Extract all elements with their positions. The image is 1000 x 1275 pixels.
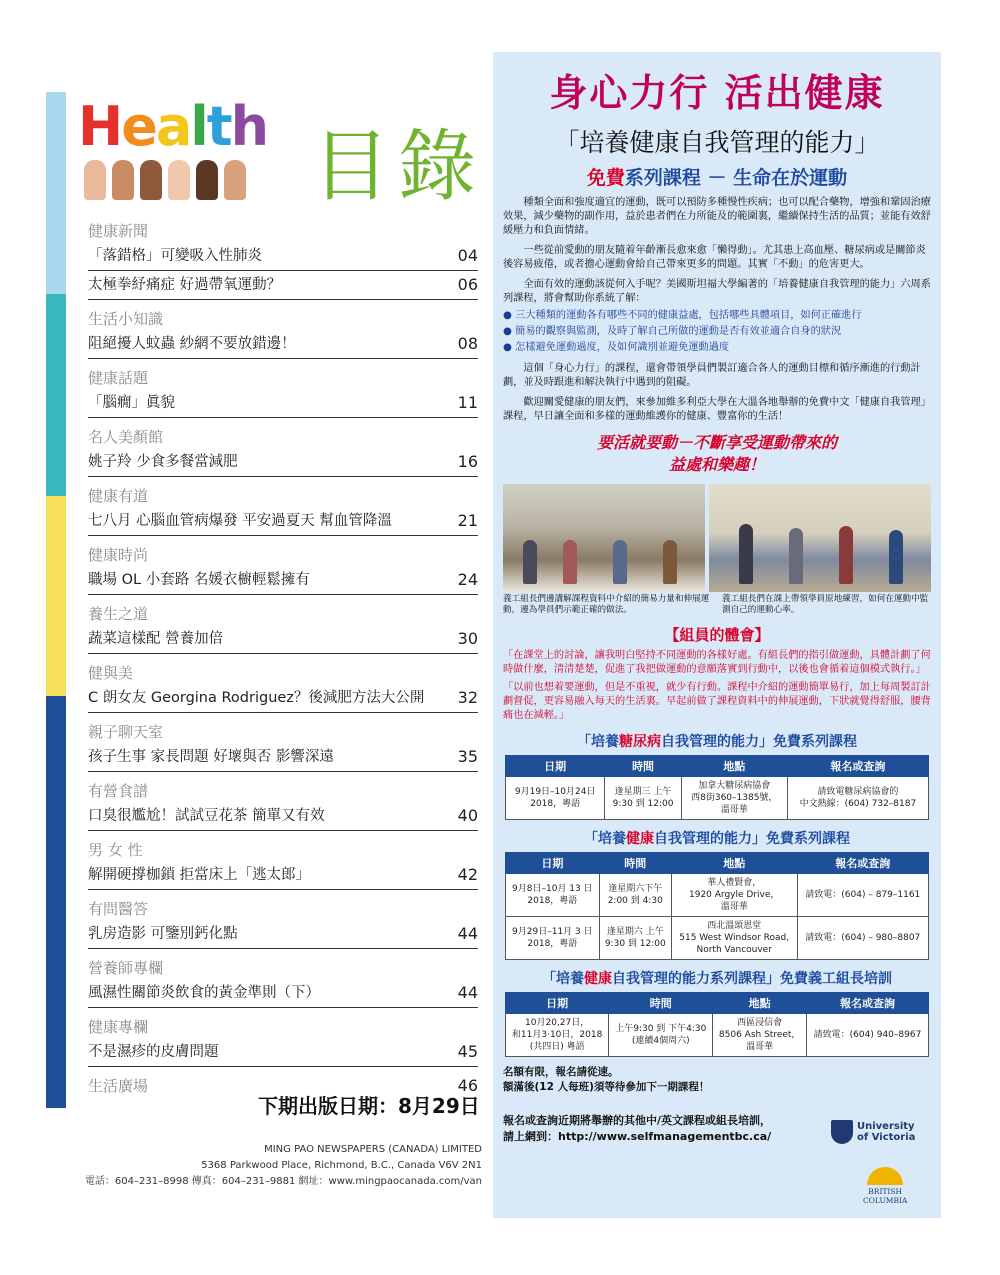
table-row: [506, 874, 929, 917]
table-row: [506, 917, 929, 960]
health-logo: [78, 88, 298, 198]
toc-entry[interactable]: [88, 242, 478, 271]
photo-caption-1: 義工組長們邊講解課程資料中介紹的簡易力量和伸展運動，邊為學員們示範正確的做法。: [503, 594, 710, 615]
toc-page-number: 35: [457, 747, 478, 766]
ad-headline: 身心力行 活出健康: [549, 71, 885, 115]
table-header: 時間: [609, 993, 713, 1014]
color-strip-yellow: [46, 496, 66, 696]
toc-page-number: 44: [457, 983, 478, 1002]
toc-entry[interactable]: [88, 979, 478, 1008]
toc-page-number: 32: [457, 688, 478, 707]
toc-entry-title: 職場 OL 小套路 名媛衣櫥輕鬆擁有: [88, 572, 310, 588]
ad-paragraph-2: 一些從前愛動的朋友隨着年齡漸長愈來愈「懶得動」。尤其患上高血壓、糖尿病或是關節炎後容易疲倦，或者擔心運動會給自己帶來更多的問題。其實「不動」的危害更大。: [503, 245, 926, 270]
course-3-schedule-table: [505, 992, 929, 1057]
table-cell: 加拿大糖尿病協會 西8街360–1385號， 溫哥華: [681, 777, 787, 820]
course-1-title: 「培養糖尿病自我管理的能力」免費系列課程: [577, 734, 857, 750]
table-cell: 9月8日–10月 13 日 2018，粵語: [506, 874, 600, 917]
toc-entry-title: 七八月 心腦血管病爆發 平安過夏天 幫血管降溫: [88, 513, 392, 529]
toc-page-number: 04: [457, 246, 478, 265]
toc-entry-title: 解開硬撐枷鎖 拒當床上「逃太郎」: [88, 867, 311, 883]
toc-category: [88, 1016, 478, 1038]
hands-illustration: [84, 160, 298, 200]
toc-entry[interactable]: [88, 920, 478, 949]
bullet-item: ● 怎樣避免運動過度，及如何識別並避免運動過度: [503, 342, 730, 353]
table-row: [506, 1014, 929, 1057]
toc-category-label: 健康有道: [88, 487, 149, 505]
toc-entry-title: 太極拳紓痛症 好過帶氧運動？: [88, 277, 282, 293]
health-logo-letters: [78, 88, 298, 158]
table-of-contents: [88, 212, 478, 1097]
toc-page-number: 40: [457, 806, 478, 825]
ad-series-title: [493, 163, 941, 190]
table-header: 地點: [681, 756, 787, 777]
toc-category-label: 有營食譜: [88, 782, 149, 800]
uvic-logo: [831, 1120, 915, 1144]
color-strip-teal: [46, 294, 66, 496]
uvic-name-1: University: [857, 1121, 915, 1132]
toc-entry-title: 風濕性關節炎飲食的黃金準則（下）: [88, 985, 320, 1001]
advertisement-panel: [493, 52, 941, 1218]
table-cell: 請致電糖尿病協會的 中文熱線：(604) 732–8187: [787, 777, 928, 820]
color-strip-light-blue: [46, 92, 66, 294]
color-strip-dark-blue: [46, 696, 66, 1108]
toc-category: [88, 367, 478, 389]
toc-category-label: 男 女 性: [88, 841, 143, 859]
bc-sun-icon: [867, 1167, 903, 1185]
toc-entry-title: C 朗女友 Georgina Rodriguez？後減肥方法大公開: [88, 690, 425, 706]
toc-entry[interactable]: [88, 271, 478, 300]
publisher-address: 5368 Parkwood Place, Richmond, B.C., Canada V6V 2N1: [201, 1160, 482, 1171]
table-header: 報名或查詢: [787, 756, 928, 777]
toc-page-number: 44: [457, 924, 478, 943]
limit-note-1: 名額有限，報名請從速。: [503, 1066, 619, 1078]
logo-letter: h: [230, 95, 268, 158]
course-2-schedule-table: [505, 852, 929, 960]
toc-entry[interactable]: [88, 802, 478, 831]
ad-paragraph-4: 這個「身心力行」的課程，還會帶領學員們製訂適合各人的運動目標和循序漸進的行動計劃，並及時跟進和解決執行中遇到的阻礙。: [503, 363, 921, 388]
toc-category: [88, 721, 478, 743]
bc-name-1: BRITISH: [868, 1187, 903, 1196]
toc-page-number: 08: [457, 334, 478, 353]
members-feedback-heading: 【組員的體會】: [664, 626, 770, 644]
toc-page-number: 24: [457, 570, 478, 589]
toc-page-number: 06: [457, 275, 478, 294]
toc-category: [88, 220, 478, 242]
toc-category: [88, 662, 478, 684]
toc-category-label: 養生之道: [88, 605, 149, 623]
table-cell: 10月20,27日， 和11月3·10日，2018 (共四日) 粵語: [506, 1014, 609, 1057]
toc-entry[interactable]: [88, 507, 478, 536]
toc-entry-title: 不是濕疹的皮膚問題: [88, 1044, 219, 1060]
table-cell: 逢星期六 上午 9:30 到 12:00: [599, 917, 671, 960]
table-cell: 上午9:30 到 下午4:30 (連續4個周六): [609, 1014, 713, 1057]
bc-name-2: COLUMBIA: [863, 1196, 908, 1205]
logo-letter: e: [121, 95, 156, 158]
table-cell: 逢星期六下午 2:00 到 4:30: [599, 874, 671, 917]
bullet-item: ● 簡易的觀察與監測，及時了解自己所做的運動是否有效並適合自身的狀況: [503, 326, 842, 337]
table-header: 日期: [506, 853, 600, 874]
toc-entry[interactable]: [88, 448, 478, 477]
ad-paragraph-5: 歡迎關愛健康的朋友們，來參加維多利亞大學在大溫各地舉辦的免費中文「健康自我管理」課程，早日讓全面和多樣的運動維護你的健康、豐富你的生活！: [503, 397, 931, 422]
ad-paragraph-3: 全面有效的運動該從何入手呢？美國斯坦福大學編著的「培養健康自我管理的能力」六周系列課程，將會幫助你系統了解：: [503, 279, 931, 304]
toc-category: [88, 603, 478, 625]
toc-page-number: 30: [457, 629, 478, 648]
photo-caption-2: 義工組長們在課上帶領學員原地練習，如何在運動中監測自己的運動心率。: [722, 594, 929, 615]
bc-logo: [863, 1167, 907, 1205]
toc-page-number: 16: [457, 452, 478, 471]
register-link[interactable]: 請上網到：http://www.selfmanagementbc.ca/: [503, 1130, 772, 1143]
ad-series-free: 免費: [586, 167, 625, 189]
limit-note-2: 額滿後(12 人每班)須等待參加下一期課程！: [503, 1081, 710, 1093]
toc-category-label: 健康時尚: [88, 546, 149, 564]
table-cell: 9月19日–10月24日 2018，粵語: [506, 777, 605, 820]
toc-entry-title: 孩子生事 家長問題 好壞與否 影響深遠: [88, 749, 334, 765]
table-header: 報名或查詢: [807, 993, 929, 1014]
toc-category-label: 健康話題: [88, 369, 149, 387]
toc-entry-title: 「落錯格」可變吸入性肺炎: [88, 248, 262, 264]
table-cell: 逢星期三 上午 9:30 到 12:00: [605, 777, 681, 820]
toc-category-label: 親子聊天室: [88, 723, 164, 741]
table-cell: 西區浸信會 8506 Ash Street， 溫哥華: [713, 1014, 807, 1057]
toc-category: [88, 485, 478, 507]
toc-entry[interactable]: [88, 743, 478, 772]
toc-entry[interactable]: [88, 861, 478, 890]
publisher-name: MING PAO NEWSPAPERS (CANADA) LIMITED: [264, 1144, 482, 1155]
toc-entry-title: 口臭很尷尬！試試豆花茶 簡單又有效: [88, 808, 325, 824]
ad-paragraph-1: 種類全面和強度適宜的運動，既可以預防多種慢性疾病；也可以配合藥物，增強和鞏固治療效果，減少藥物的副作用，益於患者們在力所能及的範圍裏，繼續保持生活的品質；並能有效舒緩壓力和負面情緒。: [503, 197, 931, 236]
toc-category-label: 健與美: [88, 664, 134, 682]
uvic-shield-icon: [831, 1120, 853, 1144]
table-cell: 華人禮賢會， 1920 Argyle Drive， 溫哥華: [671, 874, 797, 917]
table-cell: 請致電：(604) 940–8967: [807, 1014, 929, 1057]
toc-category-label: 健康新聞: [88, 222, 149, 240]
exercise-class-photo: [709, 484, 931, 592]
toc-entry[interactable]: [88, 684, 478, 713]
uvic-name-2: of Victoria: [857, 1132, 916, 1143]
logo-letter: a: [155, 95, 191, 158]
table-row: [506, 777, 929, 820]
toc-page-number: 42: [457, 865, 478, 884]
ad-photos: [503, 484, 931, 592]
toc-category: [88, 839, 478, 861]
ad-subheadline: 「培養健康自我管理的能力」: [554, 128, 880, 157]
logo-letter: l: [190, 95, 207, 158]
table-cell: 9月29日–11月 3 日 2018，粵語: [506, 917, 600, 960]
toc-category: [88, 544, 478, 566]
toc-category-label: 生活小知識: [88, 310, 164, 328]
table-header: 時間: [605, 756, 681, 777]
toc-page-number: 45: [457, 1042, 478, 1061]
logo-letter: H: [78, 95, 122, 158]
toc-entry[interactable]: [88, 1038, 478, 1067]
table-cell: 請致電：(604) – 879–1161: [797, 874, 928, 917]
toc-entry-title: 蔬菜這樣配 營養加倍: [88, 631, 224, 647]
toc-entry-title: 姚子羚 少食多餐當減肥: [88, 454, 238, 470]
ad-bullet-list: [493, 308, 941, 356]
toc-category-label: 健康專欄: [88, 1018, 149, 1036]
publisher-contact: 電話：604–231–8998 傳真：604–231–9881 網址：www.mingpaocanada.com/van: [84, 1176, 482, 1187]
table-header: 報名或查詢: [797, 853, 928, 874]
publisher-info: [62, 1142, 482, 1190]
bullet-item: ● 三大種類的運動各有哪些不同的健康益處，包括哪些具體項目，如何正確進行: [503, 310, 862, 321]
toc-page-number: 46: [457, 1076, 478, 1095]
table-cell: 請致電：(604) – 980–8807: [797, 917, 928, 960]
member-quote-1: 「在課堂上的討論，讓我明白堅持不同運動的各樣好處。有組長們的指引做運動，具體計劃了何時做什麼，清清楚楚，促進了我把做運動的意願落實到行動中，以後也會循着這個模式執行。」: [503, 650, 931, 675]
toc-entry-title: 「腦癇」眞貌: [88, 395, 175, 411]
toc-category: [88, 308, 478, 330]
toc-page-number: 11: [457, 393, 478, 412]
toc-category: [88, 426, 478, 448]
table-header: 日期: [506, 756, 605, 777]
toc-entry-title: 阻絕擾人蚊蟲 紗網不要放錯邊！: [88, 336, 296, 352]
ad-series-rest: 系列課程 － 生命在於運動: [624, 167, 848, 189]
course-3-title: 「培養健康自我管理的能力系列課程」免費義工組長培訓: [542, 971, 892, 987]
toc-category-label: 名人美顏館: [88, 428, 164, 446]
toc-page-number: 21: [457, 511, 478, 530]
toc-category: [88, 780, 478, 802]
toc-category: [88, 898, 478, 920]
course-1-schedule-table: [505, 755, 929, 820]
register-line-1: 報名或查詢近期將舉辦的其他中/英文課程或組長培訓，: [503, 1114, 772, 1127]
table-cell: 西北溫頌恩堂 515 West Windsor Road, North Vancouver: [671, 917, 797, 960]
logo-letter: t: [206, 95, 231, 158]
next-issue-date: 下期出版日期：8月29日: [258, 1094, 480, 1118]
course-2-title: 「培養健康自我管理的能力」免費系列課程: [584, 831, 850, 847]
class-discussion-photo: [503, 484, 705, 592]
table-header: 地點: [671, 853, 797, 874]
member-quote-2: 「以前也想着要運動，但是不重視，就少有行動。課程中介紹的運動簡單易行，加上每周製訂計劃督促，更容易融入每天的生活裏。早起前做了課程資料中的伸展運動，下狀就覺得舒服，腰背痛也在減輕。」: [503, 682, 931, 721]
toc-category-label: 營養師專欄: [88, 959, 164, 977]
ad-slogan-line-2: 益處和樂趣！: [668, 455, 765, 474]
toc-entry-title: 乳房造影 可鑒別鈣化點: [88, 926, 238, 942]
photo-captions: [503, 594, 931, 616]
table-header: 時間: [599, 853, 671, 874]
toc-entry[interactable]: [88, 566, 478, 595]
page-title: 目錄: [312, 122, 485, 212]
toc-entry[interactable]: [88, 389, 478, 418]
ad-slogan-line-1: 要活就要動－不斷享受運動帶來的: [596, 433, 837, 452]
table-header: 地點: [713, 993, 807, 1014]
toc-category-label: 有問醫答: [88, 900, 149, 918]
toc-entry[interactable]: [88, 330, 478, 359]
toc-entry[interactable]: [88, 625, 478, 654]
ad-slogan: [493, 432, 941, 476]
table-header: 日期: [506, 993, 609, 1014]
toc-category-label: 生活廣場: [88, 1077, 149, 1095]
toc-category: [88, 957, 478, 979]
